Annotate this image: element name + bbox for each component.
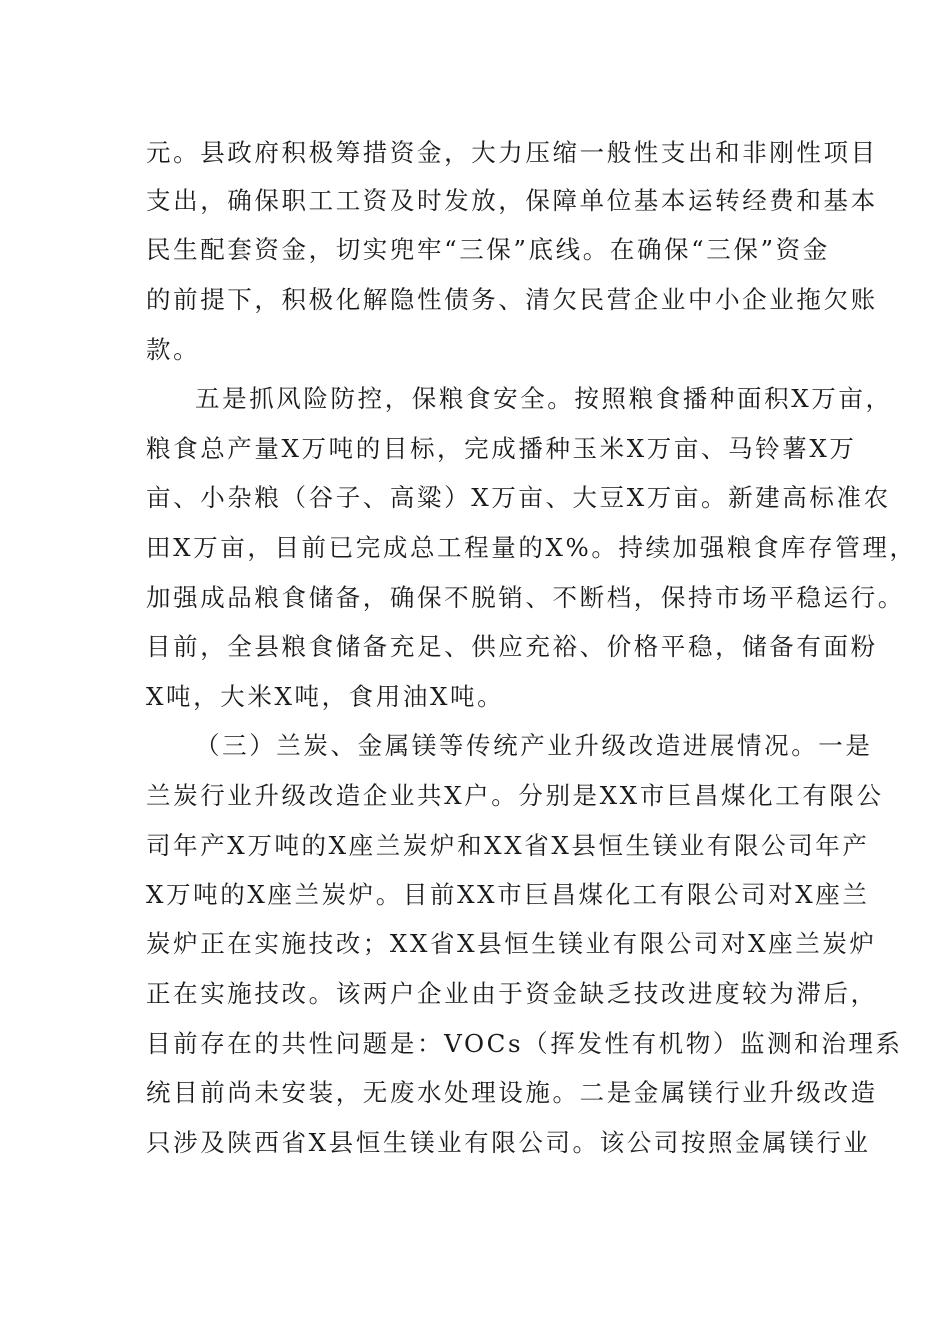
text-line: 正在实施技改。该两户企业由于资金缺乏技改进度较为滞后， <box>146 979 878 1008</box>
text-line: 民生配套资金，切实兜牢“三保”底线。在确保“三保”资金 <box>146 235 830 264</box>
text-line: 统目前尚未安装，无废水处理设施。二是金属镁行业升级改造 <box>146 1078 878 1107</box>
text-line: 只涉及陕西省X县恒生镁业有限公司。该公司按照金属镁行业 <box>146 1128 871 1157</box>
text-line: X万吨的X座兰炭炉。目前XX市巨昌煤化工有限公司对X座兰 <box>146 880 870 909</box>
text-line: 亩、小杂粮（谷子、高粱）X万亩、大豆X万亩。新建高标准农 <box>146 483 891 512</box>
text-line: 元。县政府积极筹措资金，大力压缩一般性支出和非刚性项目 <box>146 138 878 167</box>
text-line: 款。 <box>146 335 201 364</box>
text-line: 目前存在的共性问题是：VOCs（挥发性有机物）监测和治理系 <box>146 1029 903 1058</box>
text-line: 目前，全县粮食储备充足、供应充裕、价格平稳，储备有面粉 <box>146 632 878 661</box>
text-line: 粮食总产量X万吨的目标，完成播种玉米X万亩、马铃薯X万 <box>146 434 857 463</box>
text-line: 的前提下，积极化解隐性债务、清欠民营企业中小企业拖欠账 <box>146 285 878 314</box>
text-line: 加强成品粮食储备，确保不脱销、不断档，保持市场平稳运行。 <box>146 583 905 612</box>
text-line: 司年产X万吨的X座兰炭炉和XX省X县恒生镁业有限公司年产 <box>146 831 870 860</box>
text-line: 兰炭行业升级改造企业共X户。分别是XX市巨昌煤化工有限公 <box>146 781 884 810</box>
text-line: 田X万亩，目前已完成总工程量的X%。持续加强粮食库存管理， <box>146 533 917 562</box>
paragraph-start-line: 五是抓风险防控，保粮食安全。按照粮食播种面积X万亩， <box>195 384 893 413</box>
section-heading-line: （三）兰炭、金属镁等传统产业升级改造进展情况。一是 <box>195 731 873 760</box>
text-line: X吨，大米X吨，食用油X吨。 <box>146 682 505 711</box>
text-line: 炭炉正在实施技改；XX省X县恒生镁业有限公司对X座兰炭炉 <box>146 929 877 958</box>
text-line: 支出，确保职工工资及时发放，保障单位基本运转经费和基本 <box>146 186 878 215</box>
